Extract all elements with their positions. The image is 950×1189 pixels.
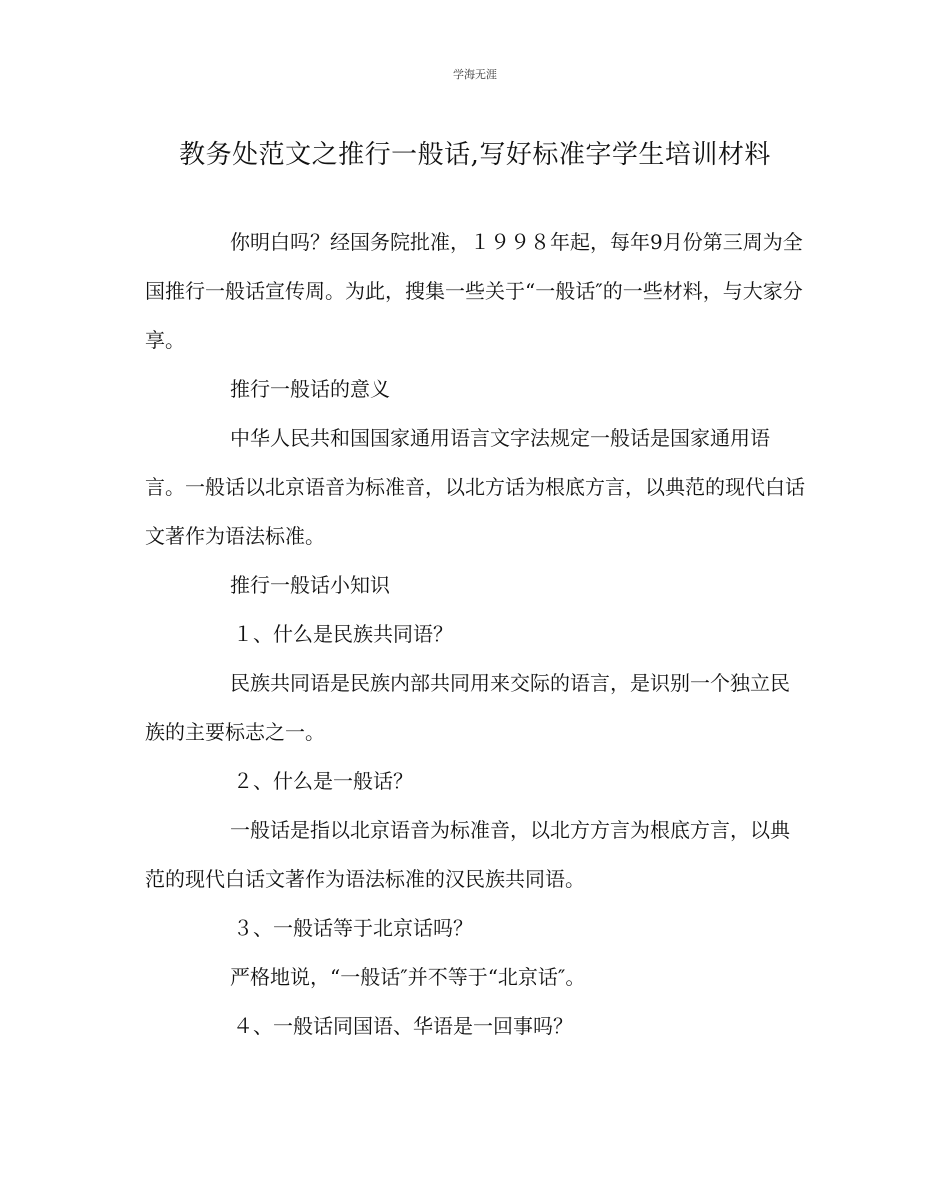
question-1: １、什么是民族共同语？ [233,622,453,646]
question-4: ４、一般话同国语、华语是一回事吗？ [233,1014,573,1038]
answer-2: 一般话是指以北京语音为标准音，以北方方言为根底方言，以典范的现代白话文著作为语法标准的汉民族共同语。 [145,818,790,891]
answer-1: 民族共同语是民族内部共同用来交际的语言，是识别一个独立民族的主要标志之一。 [145,671,790,744]
question-2: ２、什么是一般话？ [233,769,413,793]
section-heading-knowledge: 推行一般话小知识 [230,573,390,597]
answer-3: 严格地说，“一般话″并不等于“北京话″。 [230,965,586,989]
question-3: ３、一般话等于北京话吗？ [233,916,473,940]
section-heading-significance: 推行一般话的意义 [230,377,390,401]
running-header: 学海无涯 [453,68,497,81]
intro-paragraph: 你明白吗？经国务院批准，１９９８年起，每年9月份第三周为全国推行一般话宣传周。为此，搜集一些关于“一般话″的一些材料，与大家分享。 [145,230,803,352]
paragraph-law: 中华人民共和国国家通用语言文字法规定一般话是国家通用语言。一般话以北京语音为标准音，以北方话为根底方言，以典范的现代白话文著作为语法标准。 [145,426,805,548]
document-title: 教务处范文之推行一般话,写好标准字学生培训材料 [179,140,771,170]
document-body [145,218,805,1051]
